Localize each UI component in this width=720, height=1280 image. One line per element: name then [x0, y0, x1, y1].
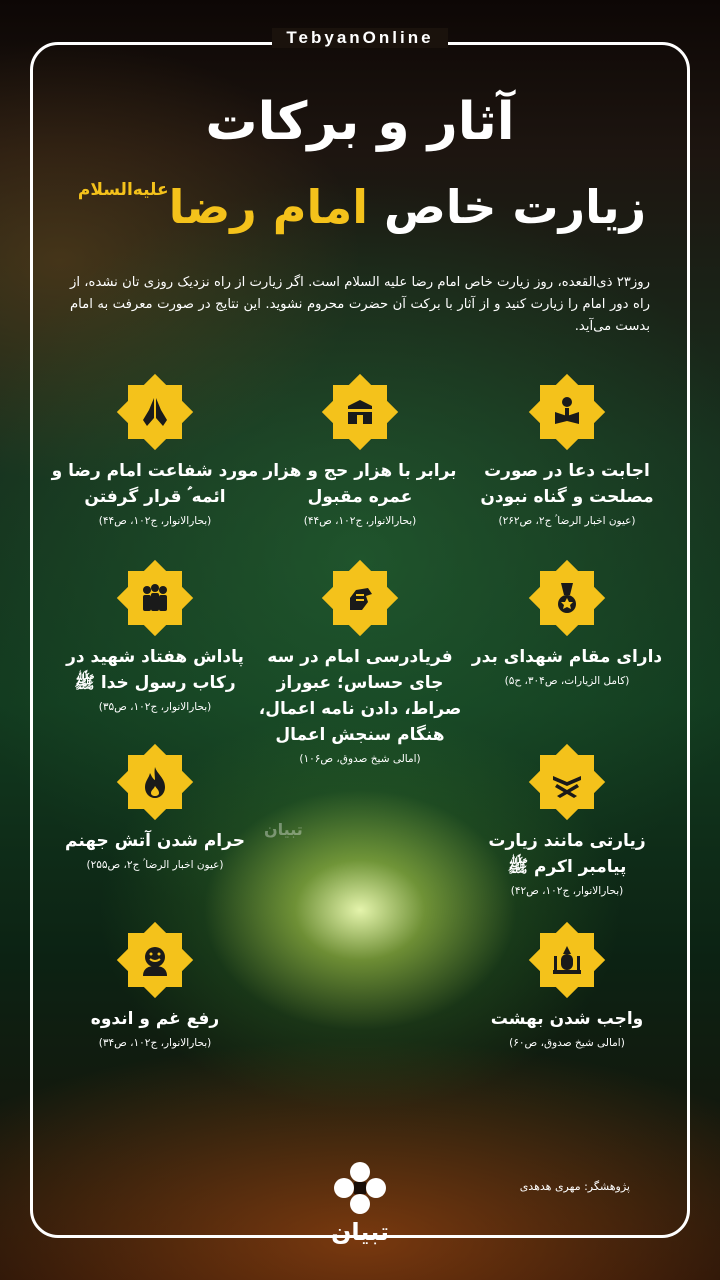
praying-hands-icon — [137, 394, 173, 430]
watermark: تبیان — [264, 820, 303, 839]
star-badge — [529, 922, 605, 998]
benefit-text: رفع غم و اندوه (بحارالانوار، ج۱۰۲، ص۳۴) — [50, 1006, 260, 1052]
crowd-icon — [137, 580, 173, 616]
page-title: آثار و برکات — [205, 92, 515, 152]
medal-icon — [549, 580, 585, 616]
intro-paragraph: روز۲۳ ذی‌القعده، روز زیارت خاص امام رضا علیه السلام است. اگر زیارت از راه نزدیک روزی تان نشده، از راه دور امام را زیارت کنید و از آثار با برکت آن حضرت محروم نشوید. این نتایج در صورت معرفت به امام بدست می‌آید. — [70, 275, 650, 334]
logo-text: تبیان — [330, 1218, 390, 1246]
benefit-source: (عیون اخبار الرضا ؑ ج۲، ص۲۵۵) — [86, 859, 224, 871]
benefit-source: (بحارالانوار، ج۱۰۲، ص۴۴) — [98, 515, 212, 527]
benefit-source: (کامل الزیارات، ص۳۰۴، ح۵) — [504, 675, 630, 687]
star-badge — [529, 744, 605, 820]
benefit-source: (عیون اخبار الرضا ؑ ج۲، ص۲۶۲) — [498, 515, 636, 527]
star-badge — [117, 374, 193, 450]
benefit-text: حرام شدن آتش جهنم (عیون اخبار الرضا ؑ ج۲، ص۲۵۵) — [50, 828, 260, 874]
star-badge — [117, 560, 193, 636]
star-badge — [322, 374, 398, 450]
star-badge — [117, 744, 193, 820]
subtitle-highlight: امام رضا — [168, 180, 369, 234]
benefit-source: (بحارالانوار، ج۱۰۲، ص۴۲) — [510, 885, 624, 897]
kaaba-icon — [342, 394, 378, 430]
benefit-text: برابر با هزار حج و هزار عمره مقبول (بحارالانوار، ج۱۰۲، ص۴۴) — [255, 458, 465, 530]
brand-header — [0, 28, 720, 48]
benefit-text: اجابت دعا در صورت مصلحت و گناه نبودن (عیون اخبار الرضا ؑ ج۲، ص۲۶۲) — [462, 458, 672, 530]
benefit-text: مورد شفاعت امام رضا و ائمه ؑ قرار گرفتن (بحارالانوار، ج۱۰۲، ص۴۴) — [50, 458, 260, 530]
benefit-text: واجب شدن بهشت (امالی شیخ صدوق، ص۶۰) — [462, 1006, 672, 1052]
honorific: علیه‌السلام — [77, 180, 169, 200]
star-badge — [529, 374, 605, 450]
quran-stand-icon — [549, 764, 585, 800]
relieved-face-icon — [137, 942, 173, 978]
benefit-source: (امالی شیخ صدوق، ص۱۰۶) — [299, 753, 421, 765]
researcher-credit: پژوهشگر: مهری هدهدی — [519, 1180, 630, 1193]
star-badge — [529, 560, 605, 636]
benefit-text: پاداش هفتاد شهید در رکاب رسول خدا ﷺ (بحارالانوار، ج۱۰۲، ص۳۵) — [50, 644, 260, 716]
benefit-text: دارای مقام شهدای بدر (کامل الزیارات، ص۳۰۴، ح۵) — [462, 644, 672, 690]
benefit-source: (بحارالانوار، ج۱۰۲، ص۳۵) — [98, 701, 212, 713]
paradise-icon — [549, 942, 585, 978]
benefit-source: (بحارالانوار، ج۱۰۲، ص۴۴) — [303, 515, 417, 527]
benefit-source: (امالی شیخ صدوق، ص۶۰) — [509, 1037, 625, 1049]
benefit-text: فریادرسی امام در سه جای حساس؛ عبوراز صراط، دادن نامه اعمال، هنگام سنجش اعمال (امالی شیخ صدوق، ص۱۰۶) — [255, 644, 465, 768]
reading-person-icon — [549, 394, 585, 430]
helping-hand-icon — [342, 580, 378, 616]
tebyan-logo-icon — [322, 1158, 398, 1218]
star-badge — [117, 922, 193, 998]
subtitle-text: زیارت خاص — [384, 180, 647, 234]
fire-icon — [137, 764, 173, 800]
page-subtitle — [0, 180, 720, 234]
benefit-source: (بحارالانوار، ج۱۰۲، ص۳۴) — [98, 1037, 212, 1049]
star-badge — [322, 560, 398, 636]
benefit-text: زیارتی مانند زیارت پیامبر اکرم ﷺ (بحارالانوار، ج۱۰۲، ص۴۲) — [462, 828, 672, 900]
brand-name: TebyanOnline — [272, 28, 447, 48]
